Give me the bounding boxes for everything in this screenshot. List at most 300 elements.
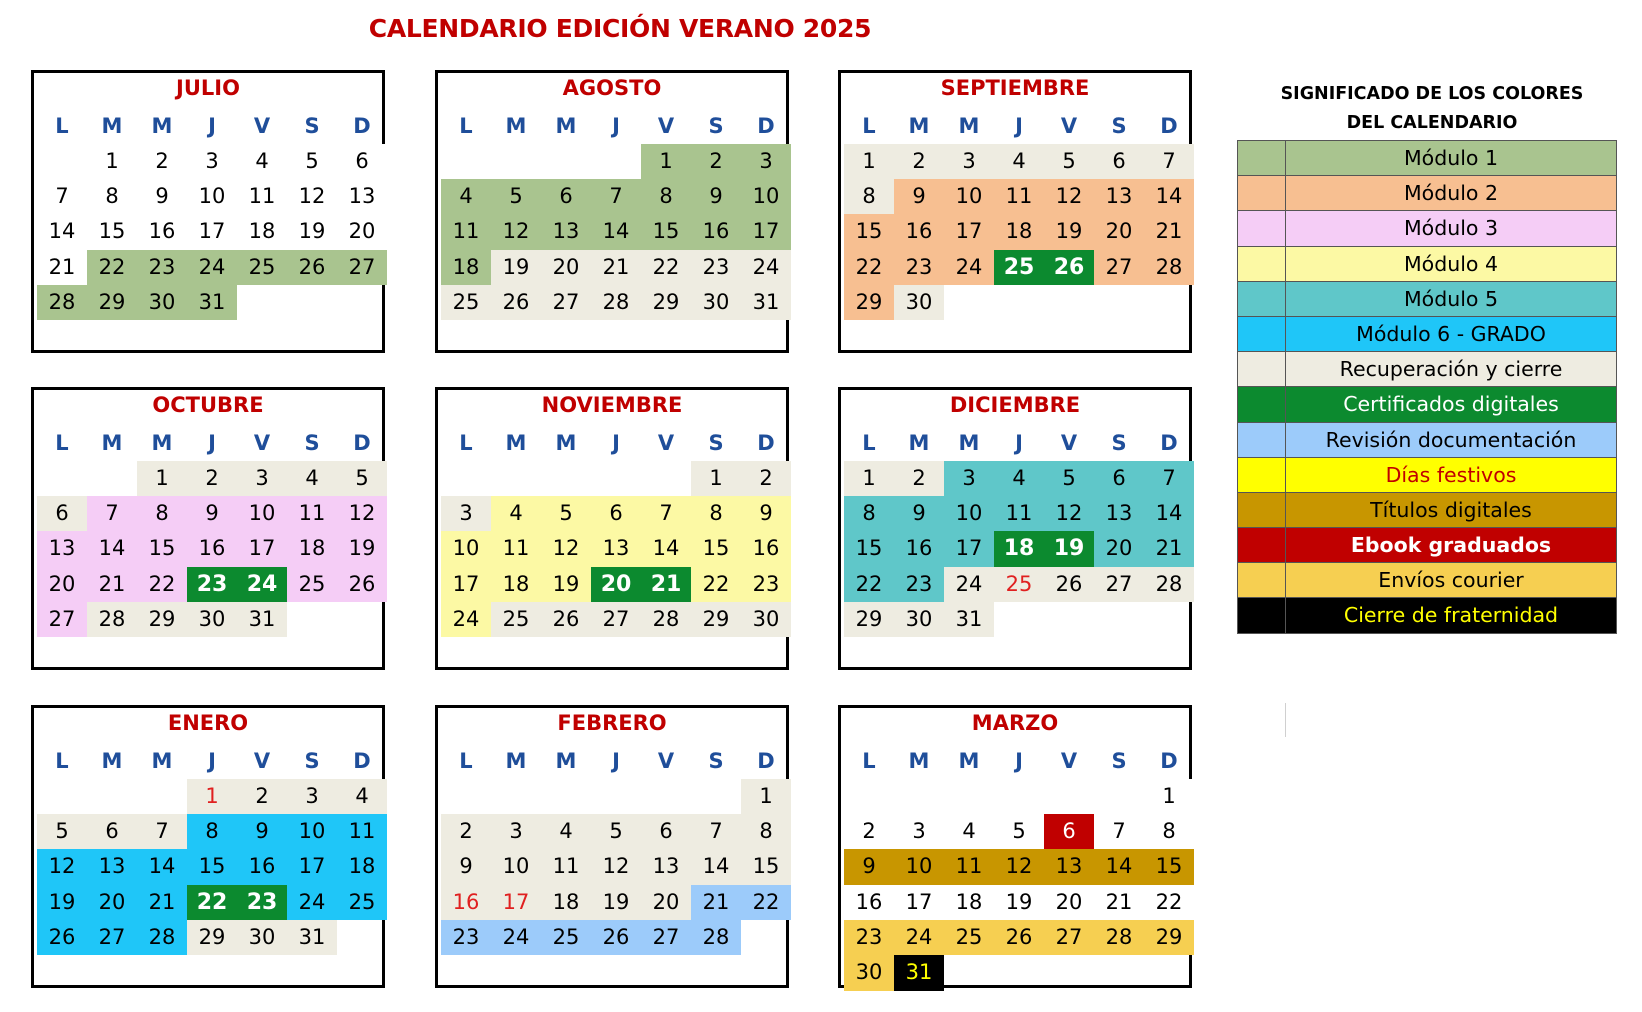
day-cell: 28 <box>1144 567 1194 603</box>
day-cell: 16 <box>187 531 237 567</box>
day-cell: 12 <box>37 849 87 885</box>
day-cell: 16 <box>441 885 491 921</box>
day-cell: 13 <box>1094 496 1144 532</box>
day-cell: 27 <box>1094 250 1144 286</box>
day-cell: 18 <box>337 849 387 885</box>
legend-item <box>1238 563 1617 598</box>
day-cell: 7 <box>1094 814 1144 850</box>
weekday-header: J <box>612 749 620 773</box>
day-cell: 20 <box>541 250 591 286</box>
weekday-header: V <box>253 114 271 138</box>
day-cell: 24 <box>894 920 944 956</box>
weekday-header: V <box>657 114 675 138</box>
legend-label: Títulos digitales <box>1370 497 1532 522</box>
day-cell: 15 <box>1144 849 1194 885</box>
day-cell: 24 <box>237 567 287 603</box>
day-cell: 7 <box>641 496 691 532</box>
day-cell: 6 <box>37 496 87 532</box>
legend-item <box>1238 528 1617 563</box>
day-cell: 20 <box>1044 885 1094 921</box>
legend-label: Revisión documentación <box>1325 427 1577 452</box>
day-cell: 5 <box>287 144 337 180</box>
weekday-header: S <box>304 431 320 455</box>
day-cell: 4 <box>541 814 591 850</box>
legend-swatch <box>1238 282 1286 316</box>
day-cell: 5 <box>37 814 87 850</box>
weekday-header: M <box>101 431 123 455</box>
month-febrero <box>435 705 789 988</box>
day-cell: 15 <box>137 531 187 567</box>
day-cell: 12 <box>541 531 591 567</box>
weekday-header: V <box>657 749 675 773</box>
day-cell: 1 <box>844 144 894 180</box>
legend-swatch <box>1238 598 1286 632</box>
day-cell: 10 <box>944 496 994 532</box>
day-cell: 3 <box>944 144 994 180</box>
legend-label: Ebook graduados <box>1350 533 1552 558</box>
day-cell: 15 <box>741 849 791 885</box>
day-cell: 17 <box>944 214 994 250</box>
weekday-header: J <box>612 114 620 138</box>
day-cell: 26 <box>287 250 337 286</box>
day-cell: 26 <box>1044 567 1094 603</box>
day-cell: 12 <box>1044 496 1094 532</box>
weekday-header: D <box>1160 749 1178 773</box>
day-cell: 4 <box>944 814 994 850</box>
day-cell: 2 <box>894 144 944 180</box>
weekday-header: L <box>862 114 876 138</box>
day-cell: 3 <box>187 144 237 180</box>
legend-swatch <box>1238 317 1286 351</box>
day-cell: 13 <box>591 531 641 567</box>
day-cell: 28 <box>1094 920 1144 956</box>
day-cell: 16 <box>691 214 741 250</box>
month-agosto <box>435 70 789 353</box>
day-cell: 19 <box>37 885 87 921</box>
day-cell: 18 <box>994 214 1044 250</box>
day-cell: 29 <box>844 602 894 638</box>
day-cell: 18 <box>541 885 591 921</box>
day-cell: 2 <box>844 814 894 850</box>
day-cell: 17 <box>894 885 944 921</box>
day-cell: 8 <box>187 814 237 850</box>
legend-label: Módulo 1 <box>1403 146 1499 170</box>
weekday-header: D <box>1160 431 1178 455</box>
day-cell: 19 <box>337 531 387 567</box>
day-cell: 27 <box>591 602 641 638</box>
day-cell: 2 <box>187 461 237 497</box>
day-cell: 17 <box>491 885 541 921</box>
day-cell: 30 <box>237 920 287 956</box>
day-cell: 23 <box>691 250 741 286</box>
day-cell: 25 <box>441 285 491 321</box>
day-cell: 25 <box>491 602 541 638</box>
day-cell: 26 <box>491 285 541 321</box>
month-name: FEBRERO <box>557 711 667 735</box>
day-cell: 4 <box>491 496 541 532</box>
legend-swatch <box>1238 247 1286 281</box>
legend-label: Envíos courier <box>1378 568 1524 593</box>
weekday-header: M <box>958 431 980 455</box>
day-cell: 26 <box>1044 250 1094 286</box>
day-cell: 26 <box>337 567 387 603</box>
day-cell: 1 <box>691 461 741 497</box>
day-cell: 10 <box>237 496 287 532</box>
day-cell: 5 <box>541 496 591 532</box>
legend-item <box>1238 176 1617 211</box>
day-cell: 10 <box>287 814 337 850</box>
legend-title-line2: DEL CALENDARIO <box>1346 113 1518 133</box>
weekday-header: S <box>1111 749 1127 773</box>
day-cell: 4 <box>287 461 337 497</box>
day-cell: 30 <box>894 602 944 638</box>
legend-label: Módulo 2 <box>1403 181 1499 206</box>
day-cell: 6 <box>337 144 387 180</box>
weekday-header: L <box>55 431 69 455</box>
weekday-header: M <box>908 431 930 455</box>
day-cell: 9 <box>894 496 944 532</box>
day-cell: 2 <box>137 144 187 180</box>
day-cell: 1 <box>87 144 137 180</box>
day-cell: 10 <box>441 531 491 567</box>
legend-label: Recuperación y cierre <box>1339 357 1563 382</box>
day-cell: 2 <box>237 779 287 815</box>
day-cell: 31 <box>894 955 944 991</box>
weekday-header: M <box>908 749 930 773</box>
day-cell: 22 <box>1144 885 1194 921</box>
day-cell: 9 <box>844 849 894 885</box>
weekday-header: L <box>862 749 876 773</box>
day-cell: 6 <box>1094 144 1144 180</box>
weekday-header: D <box>757 114 775 138</box>
day-cell: 13 <box>1094 179 1144 215</box>
weekday-header: M <box>505 431 527 455</box>
legend-swatch <box>1238 211 1286 245</box>
day-cell: 30 <box>137 285 187 321</box>
day-cell: 20 <box>1094 531 1144 567</box>
day-cell: 23 <box>741 567 791 603</box>
day-cell: 29 <box>1144 920 1194 956</box>
day-cell: 5 <box>994 814 1044 850</box>
day-cell: 28 <box>1144 250 1194 286</box>
day-cell: 19 <box>994 885 1044 921</box>
day-cell: 2 <box>441 814 491 850</box>
day-cell: 8 <box>741 814 791 850</box>
day-cell: 19 <box>1044 214 1094 250</box>
weekday-header: J <box>208 114 216 138</box>
day-cell: 17 <box>741 214 791 250</box>
day-cell: 2 <box>741 461 791 497</box>
month-noviembre <box>435 387 789 670</box>
day-cell: 11 <box>541 849 591 885</box>
day-cell: 21 <box>641 567 691 603</box>
weekday-header: M <box>505 114 527 138</box>
weekday-header: J <box>1015 114 1023 138</box>
day-cell: 1 <box>641 144 691 180</box>
day-cell: 31 <box>237 602 287 638</box>
month-name: SEPTIEMBRE <box>940 76 1090 100</box>
day-cell: 4 <box>337 779 387 815</box>
day-cell: 31 <box>741 285 791 321</box>
day-cell: 29 <box>87 285 137 321</box>
day-cell: 8 <box>87 179 137 215</box>
weekday-header: S <box>708 749 724 773</box>
day-cell: 6 <box>541 179 591 215</box>
weekday-header: L <box>459 431 473 455</box>
day-cell: 17 <box>237 531 287 567</box>
weekday-header: D <box>757 431 775 455</box>
month-julio <box>31 70 385 353</box>
day-cell: 20 <box>337 214 387 250</box>
day-cell: 16 <box>237 849 287 885</box>
weekday-header: J <box>208 749 216 773</box>
day-cell: 8 <box>137 496 187 532</box>
day-cell: 23 <box>844 920 894 956</box>
day-cell: 2 <box>894 461 944 497</box>
day-cell: 29 <box>187 920 237 956</box>
legend-swatch <box>1238 458 1286 492</box>
day-cell: 27 <box>87 920 137 956</box>
day-cell: 1 <box>741 779 791 815</box>
day-cell: 11 <box>491 531 541 567</box>
day-cell: 13 <box>37 531 87 567</box>
day-cell: 4 <box>994 461 1044 497</box>
weekday-header: J <box>1015 749 1023 773</box>
legend-label: Módulo 4 <box>1403 251 1499 276</box>
day-cell: 3 <box>741 144 791 180</box>
legend-label: Días festivos <box>1385 462 1517 487</box>
day-cell: 12 <box>591 849 641 885</box>
day-cell: 24 <box>441 602 491 638</box>
day-cell: 26 <box>37 920 87 956</box>
day-cell: 8 <box>691 496 741 532</box>
day-cell: 10 <box>894 849 944 885</box>
weekday-header: M <box>958 749 980 773</box>
legend-item <box>1238 458 1617 493</box>
day-cell: 22 <box>187 885 237 921</box>
day-cell: 26 <box>591 920 641 956</box>
month-name: JULIO <box>176 76 240 100</box>
day-cell: 12 <box>287 179 337 215</box>
day-cell: 1 <box>137 461 187 497</box>
weekday-header: M <box>151 114 173 138</box>
legend-swatch <box>1238 387 1286 421</box>
day-cell: 20 <box>37 567 87 603</box>
day-cell: 10 <box>741 179 791 215</box>
day-cell: 27 <box>337 250 387 286</box>
day-cell: 30 <box>894 285 944 321</box>
day-cell: 28 <box>37 285 87 321</box>
day-cell: 29 <box>691 602 741 638</box>
day-cell: 4 <box>994 144 1044 180</box>
month-name: NOVIEMBRE <box>541 393 683 417</box>
day-cell: 25 <box>994 250 1044 286</box>
day-cell: 5 <box>1044 144 1094 180</box>
day-cell: 5 <box>337 461 387 497</box>
day-cell: 4 <box>441 179 491 215</box>
legend-label: Módulo 3 <box>1403 216 1499 241</box>
legend-item <box>1238 211 1617 246</box>
weekday-header: S <box>1111 431 1127 455</box>
day-cell: 9 <box>187 496 237 532</box>
day-cell: 7 <box>137 814 187 850</box>
weekday-header: L <box>459 114 473 138</box>
day-cell: 7 <box>591 179 641 215</box>
day-cell: 24 <box>287 885 337 921</box>
day-cell: 4 <box>237 144 287 180</box>
day-cell: 24 <box>944 567 994 603</box>
day-cell: 25 <box>994 567 1044 603</box>
day-cell: 22 <box>87 250 137 286</box>
day-cell: 22 <box>844 567 894 603</box>
weekday-header: V <box>1060 114 1078 138</box>
legend-item <box>1238 282 1617 317</box>
day-cell: 11 <box>944 849 994 885</box>
legend-label: Módulo 6 - GRADO <box>1356 321 1546 346</box>
day-cell: 17 <box>187 214 237 250</box>
day-cell: 15 <box>844 531 894 567</box>
day-cell: 11 <box>994 496 1044 532</box>
day-cell: 23 <box>894 567 944 603</box>
day-cell: 22 <box>137 567 187 603</box>
day-cell: 26 <box>994 920 1044 956</box>
month-name: ENERO <box>167 711 249 735</box>
day-cell: 15 <box>691 531 741 567</box>
legend-item <box>1238 141 1617 176</box>
legend-swatch <box>1238 141 1286 175</box>
day-cell: 18 <box>287 531 337 567</box>
day-cell: 14 <box>37 214 87 250</box>
day-cell: 14 <box>691 849 741 885</box>
color-legend <box>1237 140 1617 634</box>
day-cell: 25 <box>944 920 994 956</box>
day-cell: 14 <box>87 531 137 567</box>
day-cell: 11 <box>237 179 287 215</box>
day-cell: 30 <box>187 602 237 638</box>
day-cell: 14 <box>1094 849 1144 885</box>
day-cell: 10 <box>944 179 994 215</box>
day-cell: 22 <box>741 885 791 921</box>
month-name: MARZO <box>971 711 1059 735</box>
legend-item <box>1238 598 1617 633</box>
month-name: OCTUBRE <box>152 393 264 417</box>
day-cell: 22 <box>691 567 741 603</box>
legend-swatch <box>1238 176 1286 210</box>
day-cell: 24 <box>741 250 791 286</box>
day-cell: 7 <box>37 179 87 215</box>
day-cell: 1 <box>844 461 894 497</box>
day-cell: 31 <box>944 602 994 638</box>
day-cell: 7 <box>1144 144 1194 180</box>
weekday-header: J <box>1015 431 1023 455</box>
day-cell: 27 <box>641 920 691 956</box>
day-cell: 8 <box>844 496 894 532</box>
weekday-header: S <box>304 114 320 138</box>
weekday-header: M <box>908 114 930 138</box>
day-cell: 18 <box>944 885 994 921</box>
day-cell: 12 <box>491 214 541 250</box>
day-cell: 9 <box>691 179 741 215</box>
day-cell: 13 <box>87 849 137 885</box>
day-cell: 13 <box>541 214 591 250</box>
day-cell: 14 <box>1144 496 1194 532</box>
day-cell: 15 <box>641 214 691 250</box>
weekday-header: V <box>253 431 271 455</box>
day-cell: 7 <box>691 814 741 850</box>
day-cell: 8 <box>844 179 894 215</box>
month-enero <box>31 705 385 988</box>
legend-swatch <box>1238 563 1286 597</box>
month-octubre <box>31 387 385 670</box>
day-cell: 29 <box>844 285 894 321</box>
day-cell: 23 <box>894 250 944 286</box>
day-cell: 12 <box>1044 179 1094 215</box>
day-cell: 16 <box>894 531 944 567</box>
day-cell: 18 <box>994 531 1044 567</box>
day-cell: 25 <box>237 250 287 286</box>
legend-swatch <box>1238 352 1286 386</box>
day-cell: 13 <box>1044 849 1094 885</box>
day-cell: 9 <box>894 179 944 215</box>
day-cell: 11 <box>337 814 387 850</box>
day-cell: 15 <box>844 214 894 250</box>
day-cell: 21 <box>1094 885 1144 921</box>
day-cell: 28 <box>137 920 187 956</box>
day-cell: 3 <box>944 461 994 497</box>
day-cell: 21 <box>87 567 137 603</box>
day-cell: 21 <box>1144 531 1194 567</box>
weekday-header: M <box>555 749 577 773</box>
month-diciembre <box>838 387 1192 670</box>
day-cell: 1 <box>187 779 237 815</box>
day-cell: 16 <box>894 214 944 250</box>
weekday-header: V <box>657 431 675 455</box>
day-cell: 19 <box>1044 531 1094 567</box>
day-cell: 21 <box>37 250 87 286</box>
day-cell: 25 <box>337 885 387 921</box>
day-cell: 14 <box>641 531 691 567</box>
day-cell: 25 <box>287 567 337 603</box>
day-cell: 27 <box>541 285 591 321</box>
day-cell: 30 <box>844 955 894 991</box>
day-cell: 23 <box>187 567 237 603</box>
legend-title <box>1237 80 1627 138</box>
weekday-header: D <box>353 749 371 773</box>
weekday-header: M <box>555 431 577 455</box>
day-cell: 18 <box>491 567 541 603</box>
day-cell: 20 <box>87 885 137 921</box>
weekday-header: M <box>151 749 173 773</box>
day-cell: 27 <box>1044 920 1094 956</box>
day-cell: 6 <box>87 814 137 850</box>
weekday-header: S <box>1111 114 1127 138</box>
divider <box>1285 703 1286 737</box>
weekday-header: M <box>555 114 577 138</box>
day-cell: 21 <box>691 885 741 921</box>
legend-item <box>1238 493 1617 528</box>
page-title: CALENDARIO EDICIÓN VERANO 2025 <box>368 14 872 43</box>
day-cell: 3 <box>894 814 944 850</box>
weekday-header: J <box>208 431 216 455</box>
weekday-header: V <box>1060 431 1078 455</box>
day-cell: 1 <box>1144 779 1194 815</box>
day-cell: 19 <box>287 214 337 250</box>
day-cell: 24 <box>187 250 237 286</box>
day-cell: 22 <box>844 250 894 286</box>
weekday-header: M <box>505 749 527 773</box>
day-cell: 17 <box>944 531 994 567</box>
day-cell: 15 <box>187 849 237 885</box>
